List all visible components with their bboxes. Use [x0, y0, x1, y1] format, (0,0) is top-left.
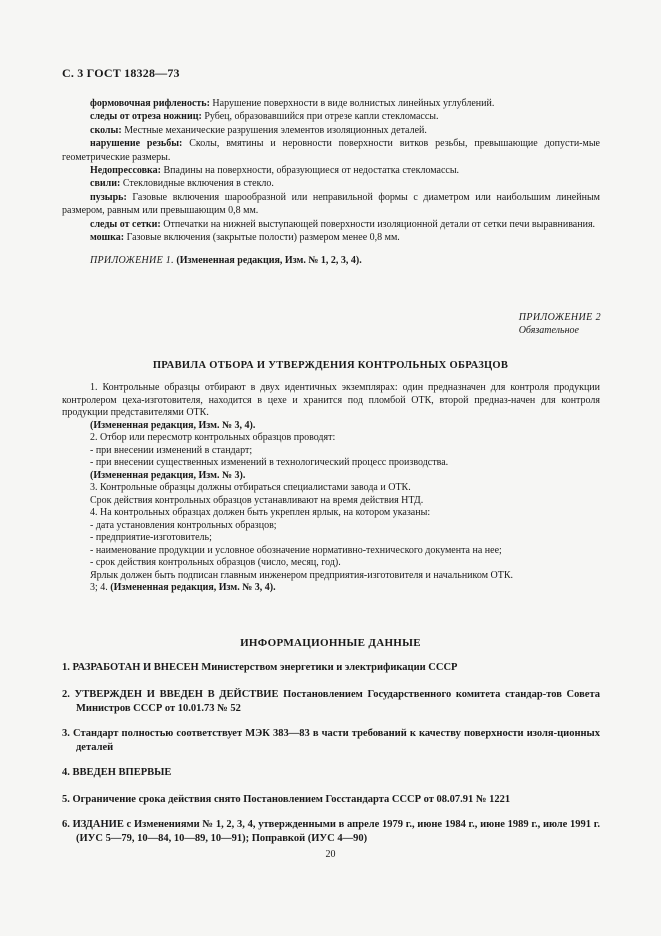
definitions-list	[62, 97, 600, 244]
definition-text: Рубец, образовавшийся при отрезе капли стекломассы.	[201, 111, 439, 123]
rule-last-prefix: 3; 4.	[90, 582, 108, 593]
rule-paragraph: - срок действия контрольных образцов (число, месяц, год).	[90, 557, 341, 568]
appendix-2-heading	[519, 311, 601, 337]
info-item-3	[62, 727, 600, 754]
rule-paragraph: - дата установления контрольных образцов;	[90, 519, 277, 531]
appendix-1-amendment: (Измененная редакция, Изм. № 1, 2, 3, 4).	[173, 255, 362, 266]
rule-amendment-text: (Измененная редакция, Изм. № 3, 4).	[90, 419, 256, 431]
rule-paragraph: 1. Контрольные образцы отбирают в двух идентичных экземплярах: один предназначен для контроля продукции контролером цеха-изготовителя, находится в цехе и хранится под пломбой ОТК, второй предназ-начен для контроля продукции представителями ОТК.	[62, 382, 600, 418]
page-number: 20	[325, 849, 336, 860]
info-item-6	[62, 818, 600, 845]
info-item-1	[62, 661, 600, 675]
definition-text: Отпечатки на нижней выступающей поверхности изоляционной детали от сетки печи выравнивания.	[160, 218, 596, 230]
info-text: 5. Ограничение срока действия снято Постановлением Госстандарта СССР от 08.07.91 № 1221	[62, 794, 511, 805]
definition-text: Сколы, вмятины и неровности поверхности витков резьбы, превышающие допусти-мые геометрические размеры.	[62, 138, 600, 163]
definition-item	[62, 231, 600, 244]
rule-paragraph: - предприятие-изготовитель;	[90, 532, 212, 543]
rule-amendment	[62, 470, 600, 483]
rule-last-amendment	[62, 582, 600, 595]
rule-amendment	[62, 420, 600, 433]
info-lead: 1. РАЗРАБОТАН И ВНЕСЕН	[62, 662, 199, 673]
info-text: Министерством энергетики и электрификации СССР	[198, 662, 458, 673]
rule-paragraph: - при внесении существенных изменений в технологический процесс производства.	[90, 457, 449, 468]
definition-text: Нарушение поверхности в виде волнистых линейных углублений.	[209, 98, 495, 109]
definition-item	[62, 218, 600, 231]
rule-paragraph: 4. На контрольных образцах должен быть укреплен ярлык, на котором указаны:	[90, 507, 431, 518]
info-item-5	[62, 793, 600, 807]
appendix-2-status: Обязательное	[518, 325, 579, 336]
definition-term: следы от сетки:	[90, 218, 161, 230]
definition-term: формовочная рифленость:	[90, 98, 210, 109]
definition-item	[62, 137, 600, 164]
rule-paragraph: 2. Отбор или пересмотр контрольных образцов проводят:	[90, 432, 336, 443]
rule-last-note: (Измененная редакция, Изм. № 3, 4).	[107, 582, 276, 593]
definition-text: Стекловидные включения в стекло.	[120, 178, 274, 190]
info-title: ИНФОРМАЦИОННЫЕ ДАННЫЕ	[240, 637, 421, 649]
appendix-1-note	[90, 255, 362, 266]
rule-paragraph: Срок действия контрольных образцов устанавливают на время действия НТД.	[90, 494, 424, 506]
definition-term: сколы:	[90, 124, 122, 136]
definition-item	[62, 191, 600, 218]
definition-text: Местные механические разрушения элементов изоляционных деталей.	[121, 124, 427, 136]
rules-title: ПРАВИЛА ОТБОРА И УТВЕРЖДЕНИЯ КОНТРОЛЬНЫХ ОБРАЗЦОВ	[152, 360, 509, 371]
definition-item	[62, 177, 600, 190]
definition-term: нарушение резьбы:	[90, 138, 183, 150]
definition-item	[62, 97, 600, 110]
rule-paragraph: Ярлык должен быть подписан главным инженером предприятия-изготовителя и начальником ОТК.	[90, 569, 514, 581]
definition-item	[62, 164, 600, 177]
definition-term: свили:	[90, 178, 121, 190]
definition-text: Газовые включения шарообразной или неправильной формы с диаметром или наибольшим линейным размером, равным или превышающим 0,8 мм.	[62, 191, 600, 217]
appendix-2-label: ПРИЛОЖЕНИЕ 2	[518, 312, 601, 323]
definition-term: мошка:	[90, 232, 125, 244]
definition-text: Газовые включения (закрытые полости) размером менее 0,8 мм.	[124, 232, 400, 244]
info-text: с Изменениями № 1, 2, 3, 4, утвержденными в апреле 1979 г., июне 1984 г., июне 1989 г., июле 1991 г. (ИУС 5—79, 10—84, 10—89, 10—91); Поправкой (ИУС 4—90)	[76, 819, 600, 844]
info-text: 3. Стандарт полностью соответствует МЭК 383—83 в части требований к качеству поверхности изоля-ционных деталей	[62, 728, 600, 753]
definition-item	[62, 110, 600, 123]
rule-paragraph: 3. Контрольные образцы должны отбираться специалистами завода и ОТК.	[90, 482, 411, 493]
rule-amendment-text: (Измененная редакция, Изм. № 3).	[90, 469, 246, 481]
rule-paragraph: - при внесении изменений в стандарт;	[90, 444, 253, 456]
info-text: Постановлением Государственного комитета стандар-тов Совета Министров СССР от 10.01.73 № 52	[76, 689, 600, 714]
page-header: С. 3 ГОСТ 18328—73	[62, 66, 180, 80]
info-item-2	[62, 688, 600, 715]
info-lead: 2. УТВЕРЖДЕН И ВВЕДЕН В ДЕЙСТВИЕ	[62, 689, 279, 700]
definition-term: пузырь:	[90, 191, 127, 203]
definition-text: Впадины на поверхности, образующиеся от недостатка стекломассы.	[161, 165, 460, 177]
info-item-4	[62, 766, 600, 780]
info-lead: 6. ИЗДАНИЕ	[62, 819, 124, 830]
definition-term: Недопрессовка:	[90, 165, 161, 177]
rule-paragraph: - наименование продукции и условное обозначение нормативно-технического документа на нее;	[90, 544, 502, 556]
definition-item	[62, 124, 600, 137]
rules-list	[62, 382, 600, 595]
info-lead: 4. ВВЕДЕН ВПЕРВЫЕ	[62, 767, 172, 778]
appendix-1-label: ПРИЛОЖЕНИЕ 1.	[90, 255, 174, 266]
definition-term: следы от отреза ножниц:	[90, 111, 202, 123]
